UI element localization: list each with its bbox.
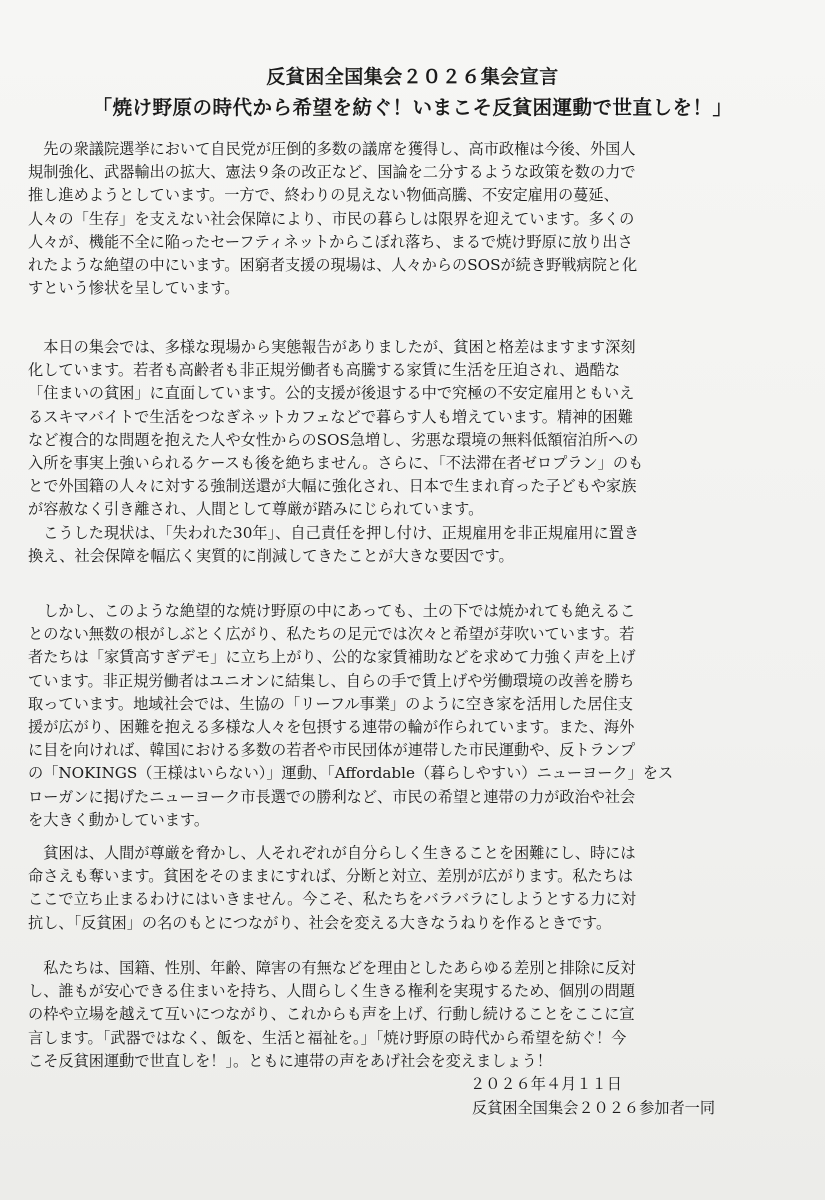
paragraph-2: 本日の集会では、多様な現場から実態報告がありましたが、貧困と格差はますます深刻 化しています。若者も高齢者も非正規労働者も高騰する家賃に生活を圧迫され、過酷な 「住まいの貧困」に直面しています。公的支援が後退する中で究極の不安定雇用ともいえ るスキマバイトで生活をつなぎネットカフェなどで暮らす人も増えています。精神的困難 など複合的な問題を抱えた人や女性からのSOS急増し、劣悪な環境の無料低額宿泊所への 入所を事実上強いられるケースも後を絶ちません。さらに、「不法滞在者ゼロプラン」のも とで外国籍の人々に対する強制送還が大幅に強化され、日本で生まれ育った子どもや家族 が容赦なく引き離され、人間として尊厳が踏みにじられています。 こうした現状は、「失われた30年」、自己責任を押し付け、正規雇用を非正規雇用に置き 換え、社会保障を幅広く実質的に削減してきたことが大きな要因です。 xyxy=(28,338,644,565)
document-title: 反貧困全国集会２０２６集会宣言 xyxy=(266,66,559,88)
paragraph-4: 貧困は、人間が尊厳を脅かし、人それぞれが自分らしく生きることを困難にし、時には 命さえも奪います。貧困をそのままにすれば、分断と対立、差別が広がります。私たちは ここで立ち止まるわけにはいきません。今こそ、私たちをバラバラにしようとする力に対 抗し、「反貧困」の名のもとにつながり、社会を変える大きなうねりを作るときです。 xyxy=(28,844,637,932)
paragraph-5: 私たちは、国籍、性別、年齢、障害の有無などを理由としたあらゆる差別と排除に反対 し、誰もが安心できる住まいを持ち、人間らしく生きる権利を実現するため、個別の問題 の枠や立場を越えて互いにつながり、これからも声を上げ、行動し続けることをここに宣 言します。「武器ではなく、飯を、生活と福祉を。」「焼け野原の時代から希望を紡ぐ！今 こそ反貧困運動で世直しを！」。ともに連帯の声をあげ社会を変えましょう！ xyxy=(28,959,636,1070)
document-subtitle: 「焼け野原の時代から希望を紡ぐ！いまこそ反貧困運動で世直しを！」 xyxy=(92,96,733,119)
paragraph-3: しかし、このような絶望的な焼け野原の中にあっても、土の下では焼かれても絶えるこ とのない無数の根がしぶとく広がり、私たちの足元では次々と希望が芽吹いています。若 者たちは「家賃高すぎデモ」に立ち上がり、公的な家賃補助などを求めて力強く声を上げ ています。非正規労働者はユニオンに結集し、自らの手で賃上げや労働環境の改善を勝ち 取っています。地域社会では、生協の「リーフル事業」のように空き家を活用した居住支 援が広がり、困難を抱える多様な人々を包摂する連帯の輪が作られています。また、海外 に目を向ければ、韓国における多数の若者や市民団体が連帯した市民運動や、反トランプ の「NOKINGS（王様はいらない）」運動、「Affordable（暮らしやすい）ニューヨーク」をス ローガンに掲げたニューヨーク市長選での勝利など、市民の希望と連帯の力が政治や社会 を大きく動かしています。 xyxy=(28,602,674,829)
declaration-date: ２０２６年４月１１日 xyxy=(470,1075,622,1093)
paragraph-1: 先の衆議院選挙において自民党が圧倒的多数の議席を獲得し、高市政権は今後、外国人 規制強化、武器輸出の拡大、憲法９条の改正など、国論を二分するような政策を数の力で 推し進めようとしています。一方で、終わりの見えない物価高騰、不安定雇用の蔓延、 人々の「生存」を支えない社会保障により、市民の暮らしは限界を迎えています。多くの 人々が、機能不全に陥ったセーフティネットからこぼれ落ち、まるで焼け野原に放り出さ れたような絶望の中にいます。困窮者支援の現場は、人々からのSOSが続き野戦病院と化 すという惨状を呈しています。 xyxy=(28,140,638,298)
signatory: 反貧困全国集会２０２６参加者一同 xyxy=(472,1099,715,1117)
